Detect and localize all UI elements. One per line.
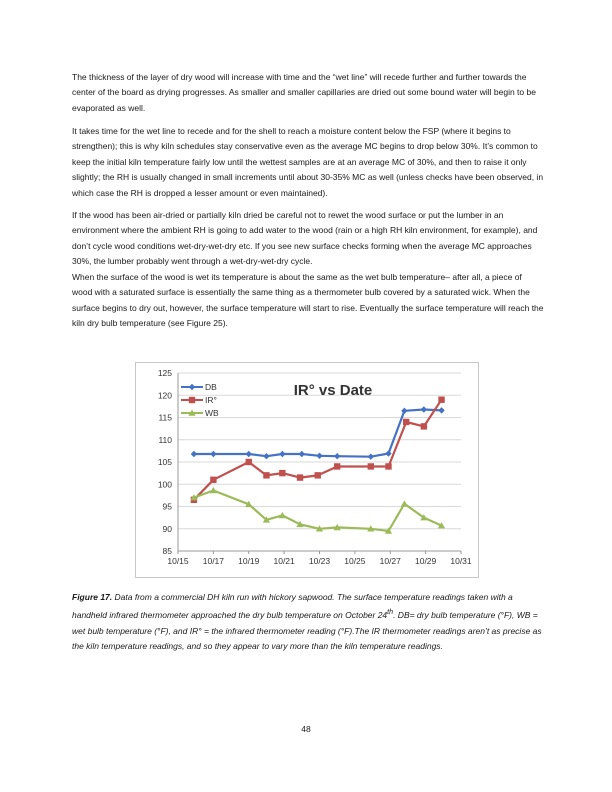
body-paragraph-4: When the surface of the wood is wet its temperature is about the same as the wet bulb temperature– after all, a piece of wood with a saturated surface is essentially the same thing as a thermometer bulb covered by a saturated wick. When the surface begins to dry out, however, the surface temperature will start to rise. Eventually the surface temperature will reach the kiln dry bulb temperature (see Figure 25). bbox=[72, 272, 544, 329]
y-tick-label: 85 bbox=[162, 546, 172, 556]
db-data-point bbox=[279, 451, 285, 457]
ir-legend-marker bbox=[189, 397, 195, 403]
x-tick-label: 10/25 bbox=[344, 556, 366, 566]
figure-caption bbox=[72, 590, 544, 654]
db-data-point bbox=[421, 406, 427, 412]
body-paragraph-2: It takes time for the wet line to recede and for the shell to reach a moisture content below the FSP (where it begins to strengthen); this is why kiln schedules stay conservative even as the average MC begins to drop below 30%. It’s common to keep the initial kiln temperature fairly low until the wettest samples are at an average MC of 30%, and then to raise it only slightly; the RH is usually changed in small increments until about 30-35% MC as well (unless checks have been observed, in which case the RH is dropped a lesser amount or even maintained). bbox=[72, 126, 544, 198]
y-tick-label: 95 bbox=[162, 501, 172, 512]
x-tick-label: 10/31 bbox=[450, 556, 472, 566]
ir-data-point bbox=[403, 419, 409, 425]
db-legend-marker bbox=[189, 384, 195, 390]
y-tick-label: 90 bbox=[162, 523, 172, 534]
ir-data-point bbox=[210, 477, 216, 483]
x-tick-label: 10/21 bbox=[273, 556, 295, 566]
db-data-point bbox=[191, 451, 197, 457]
ir-series-line bbox=[194, 400, 442, 500]
caption-label: Figure 17. bbox=[72, 592, 113, 602]
x-tick-label: 10/17 bbox=[202, 556, 225, 566]
caption-text-2: . DB= dry bulb temperature (°F), WB = wet bulb temperature (°F), and IR° = the infrared thermometer reading (°F).The IR thermometer readings aren’t as precise as the kiln temperature readings, and so they appear to vary more than the kiln temperature readings. bbox=[72, 610, 542, 652]
y-tick-label: 105 bbox=[157, 457, 172, 467]
x-tick-label: 10/23 bbox=[308, 556, 331, 566]
ir-data-point bbox=[315, 472, 321, 478]
figure-17-chart bbox=[135, 362, 479, 578]
chart-svg bbox=[136, 363, 478, 577]
wb-series-line bbox=[194, 491, 442, 532]
ir-data-point bbox=[279, 470, 285, 476]
db-data-point bbox=[316, 453, 322, 459]
y-tick-label: 120 bbox=[157, 390, 172, 401]
caption-text-1: Data from a commercial DH kiln run with hickory sapwood. The surface temperature readings taken with a handheld infrared thermometer approached the dry bulb temperature on October 24 bbox=[72, 592, 513, 621]
wb-data-point bbox=[401, 500, 408, 506]
db-data-point bbox=[299, 451, 305, 457]
page-number: 48 bbox=[301, 724, 311, 734]
x-tick-label: 10/27 bbox=[379, 556, 401, 566]
x-tick-label: 10/15 bbox=[167, 556, 189, 566]
caption-superscript: th bbox=[387, 608, 394, 617]
db-data-point bbox=[368, 453, 374, 459]
ir-data-point bbox=[297, 474, 303, 480]
db-data-point bbox=[334, 453, 340, 459]
db-legend-label: DB bbox=[205, 382, 217, 392]
y-tick-label: 125 bbox=[157, 368, 172, 378]
x-tick-label: 10/19 bbox=[238, 556, 260, 566]
ir-data-point bbox=[246, 459, 252, 465]
ir-data-point bbox=[385, 463, 391, 469]
ir-data-point bbox=[421, 423, 427, 429]
wb-legend-label: WB bbox=[205, 408, 219, 418]
y-tick-label: 115 bbox=[158, 412, 172, 423]
body-paragraph-3: If the wood has been air-dried or partially kiln dried be careful not to rewet the wood surface or put the lumber in an environment where the ambient RH is going to add water to the wood (rain or a high RH kiln environment, for example), and don’t cycle wood conditions wet-dry-wet-dry etc. If you see new surface checks forming when the average MC approaches 30%, the lumber probably went through a wet-dry-wet-dry cycle. bbox=[72, 210, 538, 267]
db-series-line bbox=[194, 410, 442, 457]
y-tick-label: 110 bbox=[158, 434, 172, 445]
chart-title: IR° vs Date bbox=[293, 382, 373, 399]
db-data-point bbox=[401, 408, 407, 414]
db-data-point bbox=[438, 407, 444, 413]
x-tick-label: 10/29 bbox=[414, 556, 437, 566]
db-data-point bbox=[263, 453, 269, 459]
db-data-point bbox=[246, 451, 252, 457]
ir-data-point bbox=[334, 463, 340, 469]
ir-data-point bbox=[368, 463, 374, 469]
ir-legend-label: IR° bbox=[205, 395, 217, 405]
wb-data-point bbox=[210, 487, 217, 493]
ir-data-point bbox=[438, 397, 444, 403]
y-tick-label: 100 bbox=[157, 479, 172, 490]
ir-data-point bbox=[263, 472, 269, 478]
db-data-point bbox=[385, 450, 391, 456]
body-paragraph-1: The thickness of the layer of dry wood will increase with time and the “wet line” will recede further and further towards the center of the board as drying progresses. As smaller and smaller capillaries are dried out some bound water will begin to be evaporated as well. bbox=[72, 72, 536, 113]
db-data-point bbox=[210, 451, 216, 457]
